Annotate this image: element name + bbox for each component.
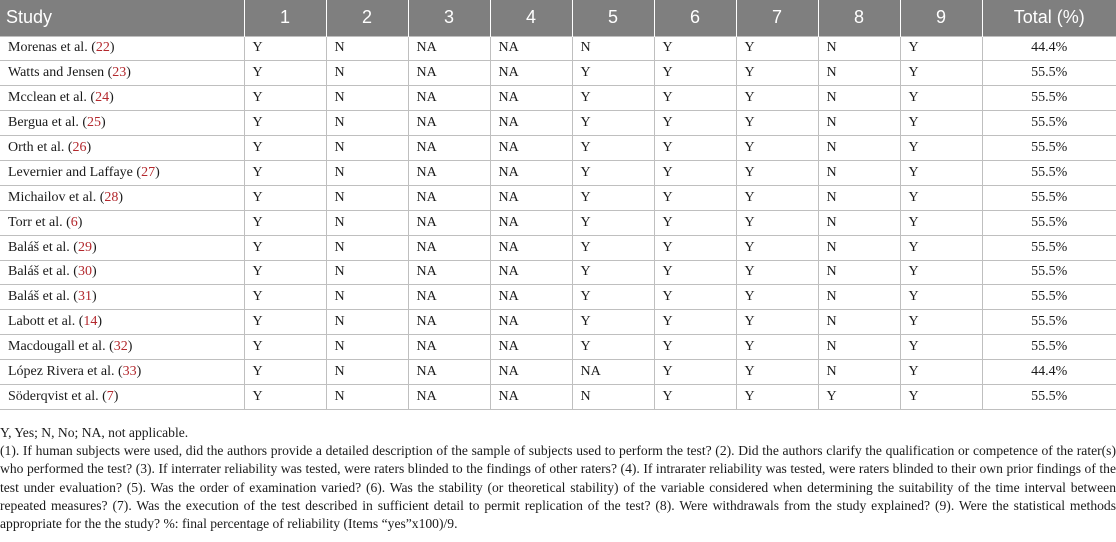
item-4-cell: NA — [490, 285, 572, 310]
study-name: Baláš et al. ( — [8, 239, 78, 255]
item-8-cell: N — [818, 310, 900, 335]
item-7-cell: Y — [736, 384, 818, 409]
reference-close-paren: ) — [109, 40, 115, 56]
reference-close-paren: ) — [109, 90, 114, 106]
reference-link[interactable]: 7 — [106, 388, 114, 404]
item-1-cell: Y — [244, 36, 326, 61]
reference-close-paren: ) — [97, 314, 103, 330]
study-name: Bergua et al. ( — [8, 115, 88, 131]
study-cell — [0, 360, 244, 385]
item-2-cell: N — [326, 210, 408, 235]
reference-close-paren: ) — [86, 140, 92, 155]
reference-close-paren: ) — [126, 65, 131, 81]
item-3-cell: NA — [408, 136, 490, 161]
header-total: Total (%) — [982, 0, 1116, 36]
table-row — [0, 210, 1116, 235]
total-cell: 55.5% — [982, 61, 1116, 86]
item-3-cell: NA — [408, 185, 490, 210]
study-name: Orth et al. ( — [8, 140, 73, 155]
item-4-cell: NA — [490, 360, 572, 385]
total-cell: 55.5% — [982, 86, 1116, 111]
item-8-cell: N — [818, 335, 900, 360]
item-8-cell: N — [818, 86, 900, 111]
total-cell: 55.5% — [982, 160, 1116, 185]
reference-close-paren: ) — [127, 339, 133, 355]
item-5-cell: Y — [572, 335, 654, 360]
table-row — [0, 61, 1116, 86]
item-4-cell: NA — [490, 36, 572, 61]
item-5-cell: Y — [572, 136, 654, 161]
item-4-cell: NA — [490, 310, 572, 335]
item-1-cell: Y — [244, 235, 326, 260]
item-9-cell: Y — [900, 136, 982, 161]
table-footnotes — [0, 424, 1116, 533]
item-6-cell: Y — [654, 285, 736, 310]
study-cell — [0, 310, 244, 335]
reference-link[interactable]: 30 — [77, 264, 92, 280]
header-item-8: 8 — [818, 0, 900, 36]
item-1-cell: Y — [244, 160, 326, 185]
item-2-cell: N — [326, 86, 408, 111]
header-item-9: 9 — [900, 0, 982, 36]
item-3-cell: NA — [408, 160, 490, 185]
reference-link[interactable]: 33 — [122, 364, 137, 380]
reference-link[interactable]: 22 — [95, 40, 110, 56]
header-item-4: 4 — [490, 0, 572, 36]
reference-link[interactable]: 23 — [112, 65, 127, 81]
item-8-cell: Y — [818, 384, 900, 409]
item-9-cell: Y — [900, 185, 982, 210]
item-6-cell: Y — [654, 210, 736, 235]
table-header — [0, 0, 1116, 36]
header-item-2: 2 — [326, 0, 408, 36]
reference-link[interactable]: 26 — [72, 140, 87, 155]
study-name: Labott et al. ( — [8, 314, 84, 330]
item-5-cell: Y — [572, 185, 654, 210]
item-1-cell: Y — [244, 136, 326, 161]
item-1-cell: Y — [244, 335, 326, 360]
item-7-cell: Y — [736, 285, 818, 310]
table-row — [0, 36, 1116, 61]
item-5-cell: Y — [572, 310, 654, 335]
header-row — [0, 0, 1116, 36]
item-6-cell: Y — [654, 86, 736, 111]
reference-link[interactable]: 28 — [104, 189, 119, 205]
item-2-cell: N — [326, 384, 408, 409]
total-cell: 55.5% — [982, 260, 1116, 285]
header-item-6: 6 — [654, 0, 736, 36]
reference-close-paren: ) — [91, 239, 97, 255]
item-9-cell: Y — [900, 36, 982, 61]
item-2-cell: N — [326, 160, 408, 185]
item-4-cell: NA — [490, 185, 572, 210]
item-1-cell: Y — [244, 185, 326, 210]
items-note: (1). If human subjects were used, did the authors provide a detailed description of the sample of subjects used to perform the test? (2). Did the authors clarify the qualification or competence of the rater(s) who performed the test? (3). If interrater reliability was tested, were raters blinded to the findings of other raters? (4). If intrarater reliability was tested, were raters blinded to their own prior findings of the test under evaluation? (5). Was the order of examination varied? (6). Was the stability (or theoretical stability) of the variable considered when determining the suitability of the time interval between repeated measures? (7). Was the execution of the test described in sufficient detail to permit replication of the test? (8). Were withdrawals from the study explained? (9). Were the statistical methods appropriate for the the study? %: final percentage of reliability (Items “yes”x100)/9. — [0, 443, 1116, 532]
study-name: López Rivera et al. ( — [8, 364, 123, 380]
reference-link[interactable]: 27 — [141, 164, 156, 180]
study-cell — [0, 235, 244, 260]
study-name: Watts and Jensen ( — [8, 65, 113, 81]
item-7-cell: Y — [736, 310, 818, 335]
item-6-cell: Y — [654, 160, 736, 185]
item-2-cell: N — [326, 185, 408, 210]
reference-link[interactable]: 6 — [70, 214, 78, 230]
item-3-cell: NA — [408, 61, 490, 86]
reference-close-paren: ) — [101, 115, 106, 131]
item-1-cell: Y — [244, 285, 326, 310]
item-2-cell: N — [326, 61, 408, 86]
study-cell — [0, 260, 244, 285]
item-7-cell: Y — [736, 235, 818, 260]
item-5-cell: Y — [572, 210, 654, 235]
study-name: Michailov et al. ( — [8, 189, 105, 205]
total-cell: 55.5% — [982, 310, 1116, 335]
item-3-cell: NA — [408, 384, 490, 409]
item-8-cell: N — [818, 136, 900, 161]
item-5-cell: Y — [572, 86, 654, 111]
reference-link[interactable]: 32 — [113, 339, 128, 355]
item-6-cell: Y — [654, 111, 736, 136]
study-name: Morenas et al. ( — [8, 40, 96, 56]
item-3-cell: NA — [408, 310, 490, 335]
item-7-cell: Y — [736, 61, 818, 86]
header-item-5: 5 — [572, 0, 654, 36]
table-row — [0, 285, 1116, 310]
item-2-cell: N — [326, 136, 408, 161]
item-2-cell: N — [326, 285, 408, 310]
header-study: Study — [0, 0, 244, 36]
table-row — [0, 111, 1116, 136]
item-4-cell: NA — [490, 160, 572, 185]
item-6-cell: Y — [654, 310, 736, 335]
item-3-cell: NA — [408, 235, 490, 260]
header-item-7: 7 — [736, 0, 818, 36]
reference-close-paren: ) — [77, 214, 83, 230]
table-row — [0, 235, 1116, 260]
item-1-cell: Y — [244, 111, 326, 136]
item-9-cell: Y — [900, 260, 982, 285]
item-8-cell: N — [818, 185, 900, 210]
item-7-cell: Y — [736, 260, 818, 285]
total-cell: 44.4% — [982, 360, 1116, 385]
item-1-cell: Y — [244, 61, 326, 86]
item-4-cell: NA — [490, 111, 572, 136]
item-5-cell: Y — [572, 111, 654, 136]
study-cell — [0, 185, 244, 210]
reference-close-paren: ) — [91, 264, 97, 280]
study-cell — [0, 136, 244, 161]
item-1-cell: Y — [244, 260, 326, 285]
study-cell — [0, 285, 244, 310]
item-3-cell: NA — [408, 260, 490, 285]
reference-link[interactable]: 31 — [77, 289, 92, 305]
item-9-cell: Y — [900, 285, 982, 310]
item-3-cell: NA — [408, 210, 490, 235]
item-3-cell: NA — [408, 36, 490, 61]
item-2-cell: N — [326, 310, 408, 335]
total-cell: 55.5% — [982, 384, 1116, 409]
item-9-cell: Y — [900, 360, 982, 385]
item-8-cell: N — [818, 235, 900, 260]
reference-close-paren: ) — [118, 189, 124, 205]
item-6-cell: Y — [654, 360, 736, 385]
item-6-cell: Y — [654, 61, 736, 86]
table-row — [0, 384, 1116, 409]
study-name: Baláš et al. ( — [8, 289, 78, 305]
table-row — [0, 160, 1116, 185]
item-4-cell: NA — [490, 335, 572, 360]
item-5-cell: Y — [572, 160, 654, 185]
item-4-cell: NA — [490, 61, 572, 86]
item-1-cell: Y — [244, 360, 326, 385]
abbreviations-note: Y, Yes; N, No; NA, not applicable. — [0, 425, 189, 440]
study-cell — [0, 210, 244, 235]
reference-close-paren: ) — [91, 289, 97, 305]
study-name: Söderqvist et al. ( — [8, 388, 107, 404]
item-6-cell: Y — [654, 384, 736, 409]
item-9-cell: Y — [900, 86, 982, 111]
item-3-cell: NA — [408, 285, 490, 310]
item-5-cell: Y — [572, 285, 654, 310]
item-6-cell: Y — [654, 185, 736, 210]
item-8-cell: N — [818, 111, 900, 136]
item-4-cell: NA — [490, 235, 572, 260]
total-cell: 55.5% — [982, 185, 1116, 210]
item-7-cell: Y — [736, 335, 818, 360]
item-1-cell: Y — [244, 210, 326, 235]
item-8-cell: N — [818, 36, 900, 61]
item-7-cell: Y — [736, 210, 818, 235]
item-9-cell: Y — [900, 235, 982, 260]
study-cell — [0, 384, 244, 409]
item-9-cell: Y — [900, 210, 982, 235]
item-8-cell: N — [818, 285, 900, 310]
reference-close-paren: ) — [136, 364, 142, 380]
item-3-cell: NA — [408, 360, 490, 385]
study-cell — [0, 111, 244, 136]
item-6-cell: Y — [654, 235, 736, 260]
reference-close-paren: ) — [155, 164, 160, 180]
item-7-cell: Y — [736, 185, 818, 210]
item-5-cell: Y — [572, 235, 654, 260]
total-cell: 55.5% — [982, 235, 1116, 260]
item-2-cell: N — [326, 235, 408, 260]
item-9-cell: Y — [900, 61, 982, 86]
item-2-cell: N — [326, 335, 408, 360]
table-row — [0, 360, 1116, 385]
item-3-cell: NA — [408, 335, 490, 360]
study-cell — [0, 160, 244, 185]
item-1-cell: Y — [244, 384, 326, 409]
study-name: Mcclean et al. ( — [8, 90, 96, 106]
reference-close-paren: ) — [113, 388, 119, 404]
study-name: Baláš et al. ( — [8, 264, 78, 280]
item-5-cell: N — [572, 384, 654, 409]
total-cell: 55.5% — [982, 111, 1116, 136]
item-8-cell: N — [818, 210, 900, 235]
item-7-cell: Y — [736, 360, 818, 385]
item-7-cell: Y — [736, 36, 818, 61]
item-4-cell: NA — [490, 384, 572, 409]
item-7-cell: Y — [736, 136, 818, 161]
reference-link[interactable]: 14 — [83, 314, 98, 330]
table-row — [0, 185, 1116, 210]
study-cell — [0, 335, 244, 360]
item-8-cell: N — [818, 61, 900, 86]
study-cell — [0, 61, 244, 86]
item-9-cell: Y — [900, 384, 982, 409]
item-5-cell: NA — [572, 360, 654, 385]
table-row — [0, 136, 1116, 161]
item-8-cell: N — [818, 260, 900, 285]
total-cell: 55.5% — [982, 335, 1116, 360]
item-1-cell: Y — [244, 310, 326, 335]
study-cell — [0, 86, 244, 111]
item-5-cell: Y — [572, 260, 654, 285]
reference-link[interactable]: 29 — [77, 239, 92, 255]
item-8-cell: N — [818, 360, 900, 385]
item-5-cell: N — [572, 36, 654, 61]
table-row — [0, 335, 1116, 360]
item-2-cell: N — [326, 111, 408, 136]
item-7-cell: Y — [736, 160, 818, 185]
total-cell: 55.5% — [982, 210, 1116, 235]
item-9-cell: Y — [900, 310, 982, 335]
study-cell — [0, 36, 244, 61]
total-cell: 55.5% — [982, 136, 1116, 161]
study-name: Levernier and Laffaye ( — [8, 164, 142, 180]
item-7-cell: Y — [736, 86, 818, 111]
item-3-cell: NA — [408, 86, 490, 111]
item-2-cell: N — [326, 360, 408, 385]
reference-link[interactable]: 25 — [87, 115, 102, 131]
study-name: Torr et al. ( — [8, 214, 71, 230]
item-7-cell: Y — [736, 111, 818, 136]
item-6-cell: Y — [654, 335, 736, 360]
item-4-cell: NA — [490, 260, 572, 285]
item-6-cell: Y — [654, 36, 736, 61]
item-3-cell: NA — [408, 111, 490, 136]
item-6-cell: Y — [654, 136, 736, 161]
header-item-1: 1 — [244, 0, 326, 36]
item-4-cell: NA — [490, 210, 572, 235]
table-row — [0, 260, 1116, 285]
header-item-3: 3 — [408, 0, 490, 36]
item-4-cell: NA — [490, 86, 572, 111]
item-9-cell: Y — [900, 160, 982, 185]
item-6-cell: Y — [654, 260, 736, 285]
item-5-cell: Y — [572, 61, 654, 86]
item-4-cell: NA — [490, 136, 572, 161]
total-cell: 55.5% — [982, 285, 1116, 310]
table-row — [0, 86, 1116, 111]
reference-link[interactable]: 24 — [95, 90, 110, 106]
item-2-cell: N — [326, 36, 408, 61]
study-name: Macdougall et al. ( — [8, 339, 114, 355]
item-2-cell: N — [326, 260, 408, 285]
item-8-cell: N — [818, 160, 900, 185]
item-1-cell: Y — [244, 86, 326, 111]
table-body — [0, 36, 1116, 409]
item-9-cell: Y — [900, 335, 982, 360]
total-cell: 44.4% — [982, 36, 1116, 61]
item-9-cell: Y — [900, 111, 982, 136]
table-row — [0, 310, 1116, 335]
